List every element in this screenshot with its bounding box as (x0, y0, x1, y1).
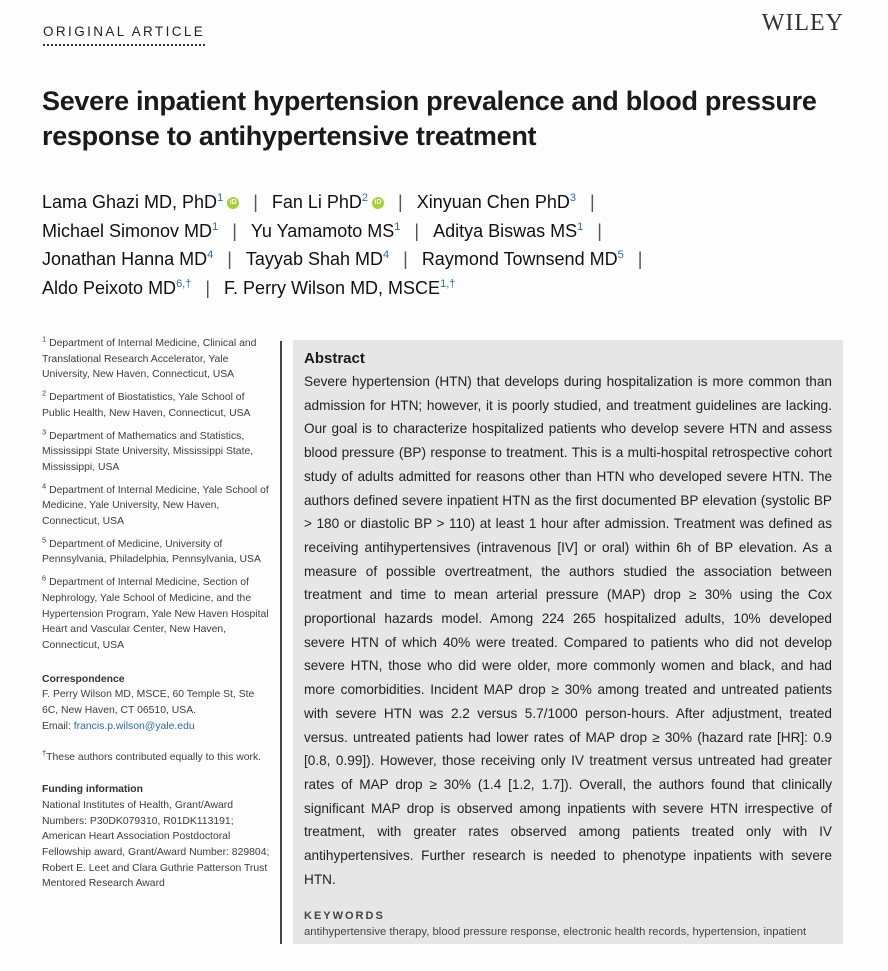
affiliation-ref[interactable]: 4 (207, 249, 214, 261)
author[interactable] (42, 278, 191, 298)
author[interactable] (433, 221, 583, 241)
author-separator: | (232, 220, 237, 241)
author-separator: | (205, 277, 211, 298)
author-separator: | (253, 192, 258, 212)
equal-contribution-text: These authors contributed equally to this work. (46, 752, 262, 764)
author[interactable] (417, 192, 576, 212)
affiliation-ref[interactable]: 4 (383, 249, 390, 261)
email-label: Email: (42, 720, 74, 732)
orcid-icon[interactable]: iD (227, 197, 239, 209)
affiliation-text: Department of Internal Medicine, Yale School of Medicine, Yale University, New Haven, Connecticut, USA (42, 484, 269, 528)
correspondence-block (42, 672, 270, 735)
orcid-icon[interactable]: iD (372, 197, 384, 209)
affiliation-ref[interactable]: 2 (361, 192, 369, 204)
affiliation (42, 390, 270, 421)
author-separator: | (403, 249, 408, 269)
abstract-heading: Abstract (304, 350, 365, 367)
author[interactable] (42, 249, 213, 269)
affiliation-ref[interactable]: 1 (577, 220, 584, 233)
author-name: F. Perry Wilson MD, MSCE (224, 277, 441, 298)
affiliation-number: 4 (42, 481, 47, 491)
affiliation-ref[interactable]: 1 (217, 192, 224, 204)
author[interactable] (422, 249, 624, 269)
author-separator: | (227, 249, 232, 269)
affiliation (42, 429, 270, 476)
affiliation-number: 3 (42, 427, 47, 437)
affiliation-text: Department of Internal Medicine, Section of Nephrology, Yale School of Medicine, and the Hypertension Program, Yale New Haven Hospital Heart and Vascular Center, New Haven, Connecticut, USA (42, 577, 269, 651)
affiliation (42, 575, 270, 654)
affiliation-number: 1 (42, 334, 47, 344)
article-title: Severe inpatient hypertension prevalence and blood pressure response to antihypertensive treatment (42, 86, 817, 151)
affiliation-number: 5 (42, 535, 47, 545)
affiliation-ref[interactable]: 6,† (176, 277, 192, 290)
author-name: Raymond Townsend MD (421, 249, 618, 269)
column-divider (280, 341, 282, 944)
affiliation-ref[interactable]: 3 (569, 192, 576, 204)
affiliation-text: Department of Biostatistics, Yale School of Public Health, New Haven, Connecticut, USA (42, 392, 251, 419)
affiliation (42, 537, 270, 568)
funding-label: Funding information (42, 784, 143, 796)
affiliation-number: 2 (42, 388, 47, 398)
author-name: Lama Ghazi MD, PhD (42, 192, 218, 212)
affiliation (42, 336, 270, 383)
author-name: Xinyuan Chen PhD (416, 192, 570, 212)
publisher-logo: WILEY (761, 10, 844, 36)
affiliation-ref[interactable]: 1,† (440, 277, 456, 290)
correspondence-label: Correspondence (42, 673, 125, 685)
author-name: Jonathan Hanna MD (42, 249, 208, 269)
author[interactable] (42, 192, 239, 212)
equal-contribution-note (42, 750, 270, 766)
author-name: Fan Li PhD (271, 192, 362, 212)
affiliation-ref[interactable]: 1 (394, 220, 401, 233)
funding-block (42, 782, 270, 892)
affiliation-text: Department of Medicine, University of Pennsylvania, Philadelphia, Pennsylvania, USA (42, 538, 261, 566)
keywords-text: antihypertensive therapy, blood pressure response, electronic health records, hypertension, inpatient (304, 926, 807, 939)
author-list (42, 188, 862, 302)
dagger-mark: † (42, 749, 47, 758)
author-separator: | (637, 249, 643, 269)
affiliation-ref[interactable]: 5 (617, 249, 624, 261)
affiliation-text: Department of Mathematics and Statistics, Mississippi State University, Mississippi State, Mississippi, USA (42, 430, 254, 473)
author[interactable] (272, 192, 384, 212)
sidebar-info (42, 336, 270, 892)
author[interactable] (246, 249, 389, 269)
article-type-label: ORIGINAL ARTICLE (43, 24, 205, 46)
author-name: Yu Yamamoto MS (250, 220, 395, 241)
author[interactable] (251, 221, 401, 241)
author[interactable] (224, 278, 455, 298)
author-separator: | (398, 192, 403, 212)
email-link[interactable]: francis.p.wilson@yale.edu (73, 720, 195, 732)
author[interactable] (42, 221, 218, 241)
abstract-text: Severe hypertension (HTN) that develops during hospitalization is more common than admission for HTN; however, it is poorly studied, and treatment guidelines are lacking. Our goal is to characterize hospitalized patients who develop severe HTN and assess blood pressure (BP) response to treatment. This is a multi-hospital retrospective cohort study of adults admitted for reasons other than HTN who developed severe HTN. The authors defined severe inpatient HTN as the first documented BP elevation (systolic BP > 180 or diastolic BP > 110) at least 1 hour after admission. Treatment was defined as receiving antihypertensives (intravenous [IV] or oral) within 6h of BP elevation. As a measure of possible overtreatment, the authors studied the association between treatment and time to mean arterial pressure (MAP) drop ≥ 30% using the Cox proportional hazards model. Among 224 265 hospitalized adults, 10% developed severe HTN of which 40% were treated. Compared to patients who did not develop severe HTN, those who did were older, more commonly women and black, and had more comorbidities. Incident MAP drop ≥ 30% among treated and untreated patients with severe HTN was 2.2 versus 5.7/1000 person-hours. After adjustment, treated versus. untreated patients had lower rates of MAP drop ≥ 30% (hazard rate [HR]: 0.9 [0.8, 0.99]). However, those receiving only IV treatment versus untreated had greater rates of MAP drop ≥ 30% (1.4 [1.2, 1.7]). Overall, the authors found that clinically significant MAP drop is observed among inpatients with severe HTN irrespective of treatment, with greater rates observed among patients treated only with IV antihypertensives. Further research is needed to phenotype inpatients with severe HTN. (304, 374, 832, 887)
author-separator: | (597, 220, 602, 241)
affiliation (42, 483, 270, 530)
correspondence-address: F. Perry Wilson MD, MSCE, 60 Temple St, Ste 6C, New Haven, CT 06510, USA. (42, 689, 255, 717)
author-separator: | (414, 220, 420, 241)
author-separator: | (589, 192, 595, 212)
keywords-label: KEYWORDS (304, 910, 385, 923)
funding-text: National Institutes of Health, Grant/Award Numbers: P30DK079310, R01DK113191; American Heart Association Postdoctoral Fellowship award, Grant/Award Number: 829804; Robert E. Leet and Clara Guthrie Patterson Trust Mentored Research Award (42, 799, 270, 890)
correspondence-email-line (42, 719, 270, 735)
affiliation-text: Department of Internal Medicine, Clinical and Translational Research Accelerator, Yale University, New Haven, Connecticut, USA (42, 338, 257, 381)
abstract-box (293, 340, 843, 944)
author-name: Tayyab Shah MD (245, 249, 383, 269)
affiliation-ref[interactable]: 1 (212, 220, 219, 233)
author-name: Michael Simonov MD (42, 220, 213, 241)
author-name: Aditya Biswas MS (433, 220, 578, 241)
author-name: Aldo Peixoto MD (42, 277, 177, 298)
affiliation-number: 6 (42, 573, 47, 583)
